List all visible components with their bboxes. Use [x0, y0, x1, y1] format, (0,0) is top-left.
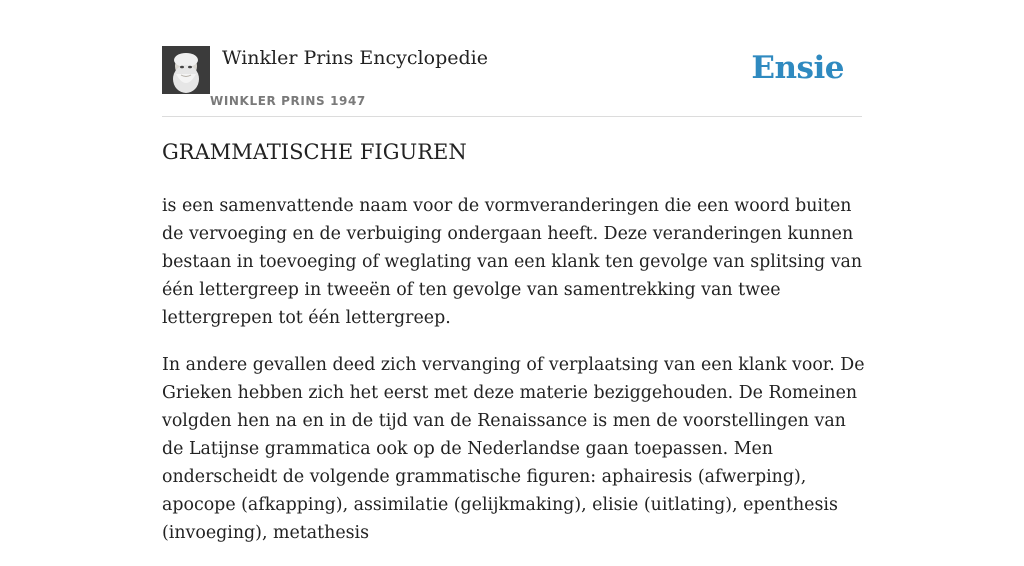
header	[162, 46, 862, 117]
paragraph: is een samenvattende naam voor de vormveranderingen die een woord buiten de vervoeging en de verbuiging ondergaan heeft. Deze veranderingen kunnen bestaan in toevoeging of weglating van een klank ten gevolge van splitsing van één lettergreep in tweeën of ten gevolge van samentrekking van twee lettergrepen tot één lettergreep.	[162, 196, 863, 328]
site-subtitle: WINKLER PRINS 1947	[210, 94, 366, 108]
article-body	[162, 192, 867, 566]
article-title: GRAMMATISCHE FIGUREN	[162, 140, 467, 164]
paragraph: In andere gevallen deed zich vervanging of verplaatsing van een klank voor. De Grieken hebben zich het eerst met deze materie beziggehouden. De Romeinen volgden hen na en in de tijd van de Renaissance is men de voorstellingen van de Latijnse grammatica ook op de Nederlandse gaan toepassen. Men onderscheidt de volgende grammatische figuren: aphairesis (afwerping), apocope (afkapping), assimilatie (gelijkmaking), elisie (uitlating), epenthesis (invoeging), metathesis	[162, 355, 865, 543]
avatar[interactable]	[162, 46, 210, 94]
site-name[interactable]: Winkler Prins Encyclopedie	[222, 47, 488, 69]
brand-logo[interactable]: Ensie	[751, 50, 844, 86]
bearded-man-portrait-icon	[162, 46, 210, 94]
